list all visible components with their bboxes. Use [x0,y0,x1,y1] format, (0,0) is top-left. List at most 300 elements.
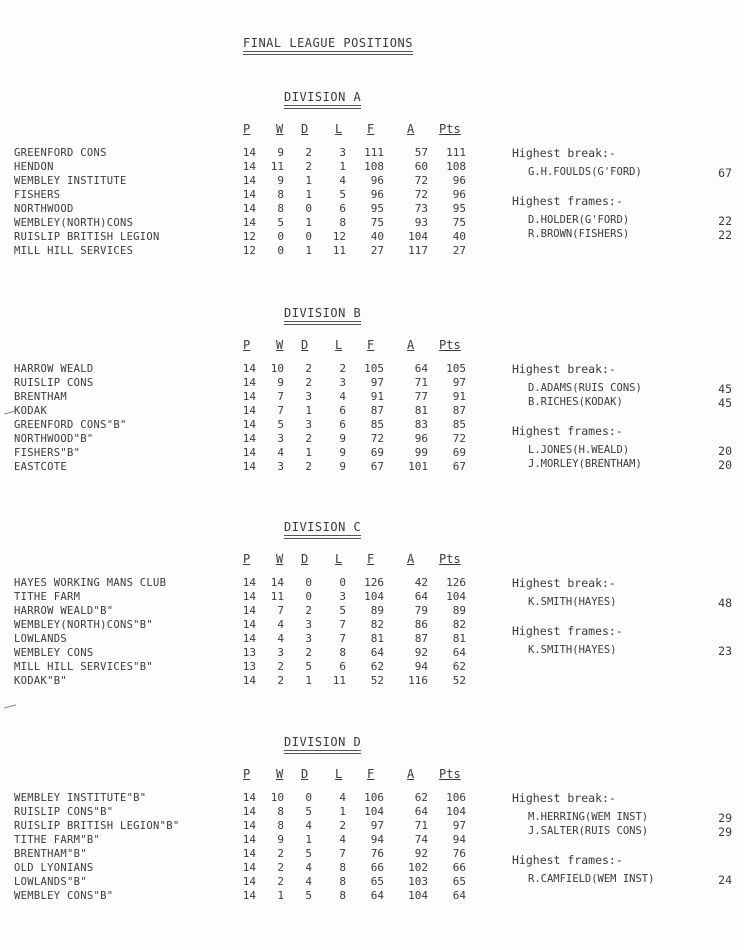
stat-a: 103 [408,875,428,888]
stat-a: 73 [414,202,428,215]
stat-p: 14 [242,590,256,603]
stat-a: 83 [414,418,428,431]
column-header-a: A [407,338,415,352]
stat-pts: 64 [452,646,466,659]
division-title: DIVISION D [284,735,362,749]
stat-p: 14 [242,202,256,215]
stat-l: 5 [339,188,346,201]
stat-p: 14 [242,188,256,201]
stat-f: 69 [370,446,384,459]
stat-f: 40 [370,230,384,243]
stat-p: 12 [242,244,256,257]
stat-pts: 82 [452,618,466,631]
stat-pts: 67 [452,460,466,473]
stat-pts: 76 [452,847,466,860]
stat-d: 2 [305,646,312,659]
column-header-pts: Pts [439,552,461,566]
team-name: BRENTHAM"B" [14,848,87,860]
stat-l: 9 [339,446,346,459]
stat-f: 27 [370,244,384,257]
stat-l: 9 [339,432,346,445]
stat-p: 14 [242,576,256,589]
stat-a: 62 [414,791,428,804]
stat-d: 1 [305,188,312,201]
stat-l: 3 [339,376,346,389]
team-name: WEMBLEY(NORTH)CONS [14,217,134,229]
stat-p: 14 [242,446,256,459]
table-row [0,660,744,674]
column-header-f: F [367,338,375,352]
frames-value: 20 [718,444,732,458]
stat-d: 5 [305,847,312,860]
stat-p: 14 [242,618,256,631]
team-name: HARROW WEALD"B" [14,605,114,617]
team-name: TITHE FARM [14,591,81,603]
team-name: WEMBLEY CONS [14,647,94,659]
stat-f: 106 [364,791,384,804]
stat-pts: 62 [452,660,466,673]
stat-w: 5 [277,418,284,431]
stat-d: 3 [305,418,312,431]
stat-p: 14 [242,791,256,804]
stat-pts: 97 [452,376,466,389]
stat-a: 104 [408,230,428,243]
division-title: DIVISION B [284,306,362,320]
stat-p: 14 [242,404,256,417]
stat-a: 94 [414,660,428,673]
stat-l: 9 [339,460,346,473]
frames-value: 22 [718,214,732,228]
table-row [0,188,744,202]
stat-d: 3 [305,390,312,403]
stat-pts: 105 [446,362,466,375]
stat-l: 8 [339,889,346,902]
team-name: FISHERS [14,189,61,201]
stat-pts: 87 [452,404,466,417]
stat-p: 14 [242,376,256,389]
team-name: NORTHWOOD [14,203,74,215]
stat-w: 4 [277,632,284,645]
column-header-pts: Pts [439,122,461,136]
stat-w: 3 [277,432,284,445]
stat-f: 52 [370,674,384,687]
stat-p: 14 [242,833,256,846]
stat-p: 14 [242,146,256,159]
stat-l: 8 [339,861,346,874]
stat-a: 86 [414,618,428,631]
table-row [0,889,744,903]
table-row [0,404,744,418]
stat-w: 7 [277,404,284,417]
stat-f: 64 [370,889,384,902]
stat-w: 9 [277,174,284,187]
team-name: WEMBLEY(NORTH)CONS"B" [14,619,154,631]
frames-value: 23 [718,644,732,658]
stat-f: 126 [364,576,384,589]
stat-w: 7 [277,604,284,617]
stat-a: 99 [414,446,428,459]
stat-f: 85 [370,418,384,431]
stat-pts: 91 [452,390,466,403]
stat-f: 97 [370,819,384,832]
table-row [0,590,744,604]
pen-mark [4,704,16,708]
break-player: D.ADAMS(RUIS CONS) [528,382,642,394]
stat-w: 7 [277,390,284,403]
stat-p: 14 [242,875,256,888]
frames-player: L.JONES(H.WEALD) [528,444,630,456]
stat-pts: 108 [446,160,466,173]
highest-frames-label: Highest frames:- [512,194,623,208]
table-row [0,604,744,618]
stat-d: 1 [305,244,312,257]
stat-w: 3 [277,646,284,659]
column-header-p: P [243,122,251,136]
stat-pts: 81 [452,632,466,645]
table-row [0,632,744,646]
stat-d: 3 [305,618,312,631]
team-name: TITHE FARM"B" [14,834,101,846]
stat-pts: 27 [452,244,466,257]
stat-p: 14 [242,889,256,902]
stat-a: 93 [414,216,428,229]
table-row [0,791,744,805]
team-name: MILL HILL SERVICES [14,245,134,257]
break-player: B.RICHES(KODAK) [528,396,623,408]
stat-w: 8 [277,819,284,832]
stat-a: 116 [408,674,428,687]
break-player: G.H.FOULDS(G'FORD) [528,166,642,178]
stat-d: 0 [305,202,312,215]
standings-table [0,791,744,903]
stat-a: 72 [414,174,428,187]
frames-player: R.BROWN(FISHERS) [528,228,630,240]
table-row [0,362,744,376]
stat-l: 8 [339,646,346,659]
frames-player: J.MORLEY(BRENTHAM) [528,458,642,470]
stat-l: 11 [332,674,346,687]
stat-pts: 75 [452,216,466,229]
stat-p: 14 [242,604,256,617]
frames-player: K.SMITH(HAYES) [528,644,617,656]
column-header-pts: Pts [439,767,461,781]
team-name: RUISLIP CONS"B" [14,806,114,818]
break-value: 45 [718,382,732,396]
stat-d: 0 [305,590,312,603]
stat-l: 4 [339,174,346,187]
stat-f: 104 [364,805,384,818]
break-player: K.SMITH(HAYES) [528,596,617,608]
stat-l: 4 [339,390,346,403]
stat-w: 5 [277,216,284,229]
table-row [0,646,744,660]
stat-w: 0 [277,230,284,243]
frames-value: 20 [718,458,732,472]
stat-f: 96 [370,174,384,187]
team-name: FISHERS"B" [14,447,81,459]
stat-p: 14 [242,460,256,473]
stat-w: 2 [277,847,284,860]
stat-w: 11 [270,160,284,173]
stat-l: 6 [339,404,346,417]
stat-w: 14 [270,576,284,589]
column-header-w: W [276,338,284,352]
break-player: M.HERRING(WEM INST) [528,811,649,823]
stat-d: 1 [305,446,312,459]
stat-d: 5 [305,889,312,902]
stat-a: 74 [414,833,428,846]
stat-d: 2 [305,460,312,473]
stat-p: 14 [242,174,256,187]
column-header-a: A [407,767,415,781]
table-row [0,244,744,258]
stat-p: 13 [242,646,256,659]
stat-l: 7 [339,632,346,645]
division-title: DIVISION A [284,90,362,104]
stat-w: 2 [277,875,284,888]
table-row [0,202,744,216]
column-header-w: W [276,767,284,781]
stat-w: 9 [277,146,284,159]
stat-p: 14 [242,674,256,687]
stat-f: 89 [370,604,384,617]
stat-p: 14 [242,362,256,375]
column-header-l: L [335,338,343,352]
stat-l: 0 [339,576,346,589]
stat-pts: 97 [452,819,466,832]
column-header-p: P [243,767,251,781]
stat-f: 87 [370,404,384,417]
stat-d: 2 [305,362,312,375]
stat-w: 8 [277,188,284,201]
stat-l: 12 [332,230,346,243]
column-header-f: F [367,767,375,781]
stat-l: 4 [339,833,346,846]
stat-f: 104 [364,590,384,603]
column-header-l: L [335,552,343,566]
stat-d: 2 [305,432,312,445]
stat-pts: 104 [446,590,466,603]
stat-a: 87 [414,632,428,645]
stat-d: 1 [305,216,312,229]
stat-pts: 72 [452,432,466,445]
stat-d: 5 [305,805,312,818]
stat-f: 97 [370,376,384,389]
stat-pts: 89 [452,604,466,617]
stat-a: 71 [414,376,428,389]
stat-l: 8 [339,875,346,888]
column-header-a: A [407,552,415,566]
table-row [0,618,744,632]
stat-a: 72 [414,188,428,201]
stat-a: 79 [414,604,428,617]
stat-d: 2 [305,604,312,617]
stat-w: 8 [277,202,284,215]
stat-w: 10 [270,362,284,375]
stat-p: 14 [242,160,256,173]
stat-l: 4 [339,791,346,804]
team-name: HAYES WORKING MANS CLUB [14,577,167,589]
column-header-l: L [335,122,343,136]
stat-f: 66 [370,861,384,874]
column-header-f: F [367,552,375,566]
stat-p: 13 [242,660,256,673]
stat-a: 92 [414,646,428,659]
stat-w: 2 [277,674,284,687]
break-value: 45 [718,396,732,410]
stat-a: 77 [414,390,428,403]
team-name: RUISLIP BRITISH LEGION [14,231,160,243]
stat-w: 1 [277,889,284,902]
team-name: NORTHWOOD"B" [14,433,94,445]
frames-player: R.CAMFIELD(WEM INST) [528,873,655,885]
stat-f: 67 [370,460,384,473]
column-header-d: D [301,552,309,566]
stat-a: 102 [408,861,428,874]
team-name: OLD LYONIANS [14,862,94,874]
stat-f: 75 [370,216,384,229]
stat-pts: 96 [452,188,466,201]
highest-frames-label: Highest frames:- [512,853,623,867]
stat-f: 62 [370,660,384,673]
stat-pts: 95 [452,202,466,215]
stat-d: 5 [305,660,312,673]
stat-w: 11 [270,590,284,603]
column-header-p: P [243,338,251,352]
table-row [0,674,744,688]
stat-p: 14 [242,432,256,445]
table-row [0,432,744,446]
stat-a: 60 [414,160,428,173]
stat-l: 2 [339,819,346,832]
stat-a: 57 [414,146,428,159]
break-value: 29 [718,825,732,839]
table-row [0,418,744,432]
team-name: HENDON [14,161,54,173]
stat-f: 91 [370,390,384,403]
stat-a: 71 [414,819,428,832]
stat-d: 2 [305,376,312,389]
stat-d: 3 [305,632,312,645]
stat-d: 2 [305,146,312,159]
stat-l: 6 [339,660,346,673]
team-name: WEMBLEY CONS"B" [14,890,114,902]
stat-p: 14 [242,861,256,874]
stat-f: 82 [370,618,384,631]
stat-d: 1 [305,833,312,846]
highest-frames-label: Highest frames:- [512,424,623,438]
stat-a: 64 [414,362,428,375]
stat-l: 6 [339,418,346,431]
stat-w: 9 [277,833,284,846]
stat-w: 10 [270,791,284,804]
stat-f: 96 [370,188,384,201]
team-name: LOWLANDS [14,633,67,645]
stat-f: 81 [370,632,384,645]
stat-w: 4 [277,618,284,631]
column-header-pts: Pts [439,338,461,352]
stat-l: 7 [339,618,346,631]
highest-frames-label: Highest frames:- [512,624,623,638]
page-title: FINAL LEAGUE POSITIONS [243,36,413,50]
stat-pts: 52 [452,674,466,687]
stat-a: 101 [408,460,428,473]
stat-p: 14 [242,216,256,229]
stat-l: 1 [339,805,346,818]
column-header-w: W [276,552,284,566]
stat-d: 1 [305,404,312,417]
frames-player: D.HOLDER(G'FORD) [528,214,630,226]
stat-l: 6 [339,202,346,215]
frames-value: 24 [718,873,732,887]
team-name: HARROW WEALD [14,363,94,375]
stat-pts: 94 [452,833,466,846]
stat-a: 117 [408,244,428,257]
stat-w: 8 [277,805,284,818]
stat-p: 12 [242,230,256,243]
stat-f: 105 [364,362,384,375]
stat-f: 111 [364,146,384,159]
stat-p: 14 [242,819,256,832]
stat-pts: 96 [452,174,466,187]
column-header-d: D [301,338,309,352]
team-name: RUISLIP CONS [14,377,94,389]
stat-l: 2 [339,362,346,375]
stat-f: 76 [370,847,384,860]
highest-break-label: Highest break:- [512,791,616,805]
stat-p: 14 [242,418,256,431]
team-name: WEMBLEY INSTITUTE"B" [14,792,147,804]
stat-p: 14 [242,847,256,860]
table-row [0,146,744,160]
stat-l: 3 [339,590,346,603]
table-row [0,576,744,590]
team-name: GREENFORD CONS [14,147,107,159]
stat-w: 9 [277,376,284,389]
stat-d: 4 [305,875,312,888]
column-header-d: D [301,122,309,136]
team-name: EASTCOTE [14,461,67,473]
stat-pts: 126 [446,576,466,589]
break-player: J.SALTER(RUIS CONS) [528,825,649,837]
break-value: 29 [718,811,732,825]
frames-value: 22 [718,228,732,242]
stat-pts: 85 [452,418,466,431]
column-header-w: W [276,122,284,136]
column-header-f: F [367,122,375,136]
stat-pts: 111 [446,146,466,159]
stat-p: 14 [242,805,256,818]
break-value: 67 [718,166,732,180]
team-name: LOWLANDS"B" [14,876,87,888]
team-name: MILL HILL SERVICES"B" [14,661,154,673]
stat-f: 95 [370,202,384,215]
stat-p: 14 [242,390,256,403]
stat-w: 4 [277,446,284,459]
stat-d: 0 [305,576,312,589]
division-title: DIVISION C [284,520,362,534]
stat-d: 0 [305,791,312,804]
stat-d: 1 [305,174,312,187]
stat-pts: 40 [452,230,466,243]
stat-a: 96 [414,432,428,445]
stat-l: 8 [339,216,346,229]
stat-w: 3 [277,460,284,473]
stat-p: 14 [242,632,256,645]
column-header-d: D [301,767,309,781]
team-name: GREENFORD CONS"B" [14,419,127,431]
team-name: KODAK"B" [14,675,67,687]
